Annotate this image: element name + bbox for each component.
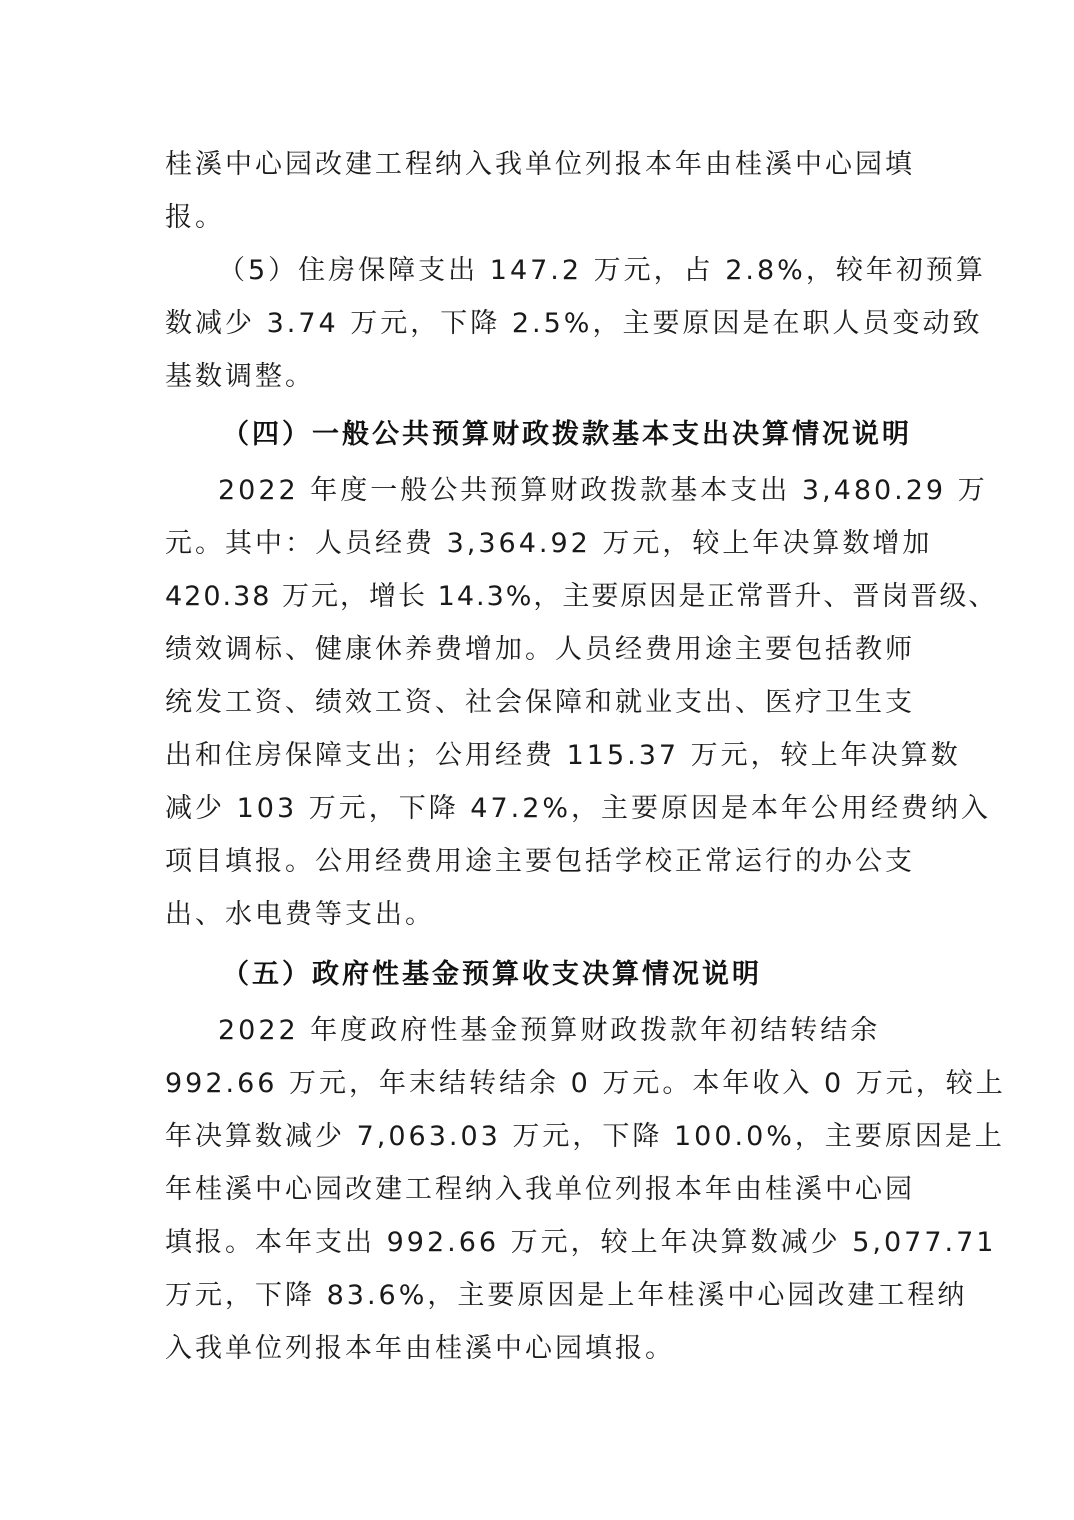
text-line: 万元，下降 83.6%，主要原因是上年桂溪中心园改建工程纳: [165, 1280, 968, 1311]
text-line: 数减少 3.74 万元，下降 2.5%，主要原因是在职人员变动致: [165, 308, 983, 339]
text-line: 出和住房保障支出；公用经费 115.37 万元，较上年决算数: [165, 740, 961, 771]
text-line: 统发工资、绩效工资、社会保障和就业支出、医疗卫生支: [165, 687, 915, 718]
text-line: 元。其中：人员经费 3,364.92 万元，较上年决算数增加: [165, 528, 933, 559]
text-line: 入我单位列报本年由桂溪中心园填报。: [165, 1333, 675, 1364]
text-line: 2022 年度一般公共预算财政拨款基本支出 3,480.29 万: [218, 475, 988, 506]
text-line: （5）住房保障支出 147.2 万元，占 2.8%，较年初预算: [218, 255, 986, 286]
text-line: 报。: [165, 202, 225, 233]
text-line: 桂溪中心园改建工程纳入我单位列报本年由桂溪中心园填: [165, 149, 915, 180]
text-line: 绩效调标、健康休养费增加。人员经费用途主要包括教师: [165, 634, 915, 665]
text-line: 基数调整。: [165, 361, 315, 392]
section-heading-5: （五）政府性基金预算收支决算情况说明: [222, 959, 762, 990]
text-line: 992.66 万元，年末结转结余 0 万元。本年收入 0 万元，较上: [165, 1068, 1006, 1099]
text-line: 项目填报。公用经费用途主要包括学校正常运行的办公支: [165, 846, 915, 877]
text-line: 年决算数减少 7,063.03 万元，下降 100.0%，主要原因是上: [165, 1121, 1005, 1152]
text-line: 年桂溪中心园改建工程纳入我单位列报本年由桂溪中心园: [165, 1174, 915, 1205]
text-line: 减少 103 万元，下降 47.2%，主要原因是本年公用经费纳入: [165, 793, 992, 824]
text-line: 2022 年度政府性基金预算财政拨款年初结转结余: [218, 1015, 881, 1046]
text-line: 420.38 万元，增长 14.3%，主要原因是正常晋升、晋岗晋级、: [165, 581, 998, 612]
text-line: 出、水电费等支出。: [165, 899, 435, 930]
text-line: 填报。本年支出 992.66 万元，较上年决算数减少 5,077.71: [165, 1227, 997, 1258]
section-heading-4: （四）一般公共预算财政拨款基本支出决算情况说明: [222, 419, 912, 450]
